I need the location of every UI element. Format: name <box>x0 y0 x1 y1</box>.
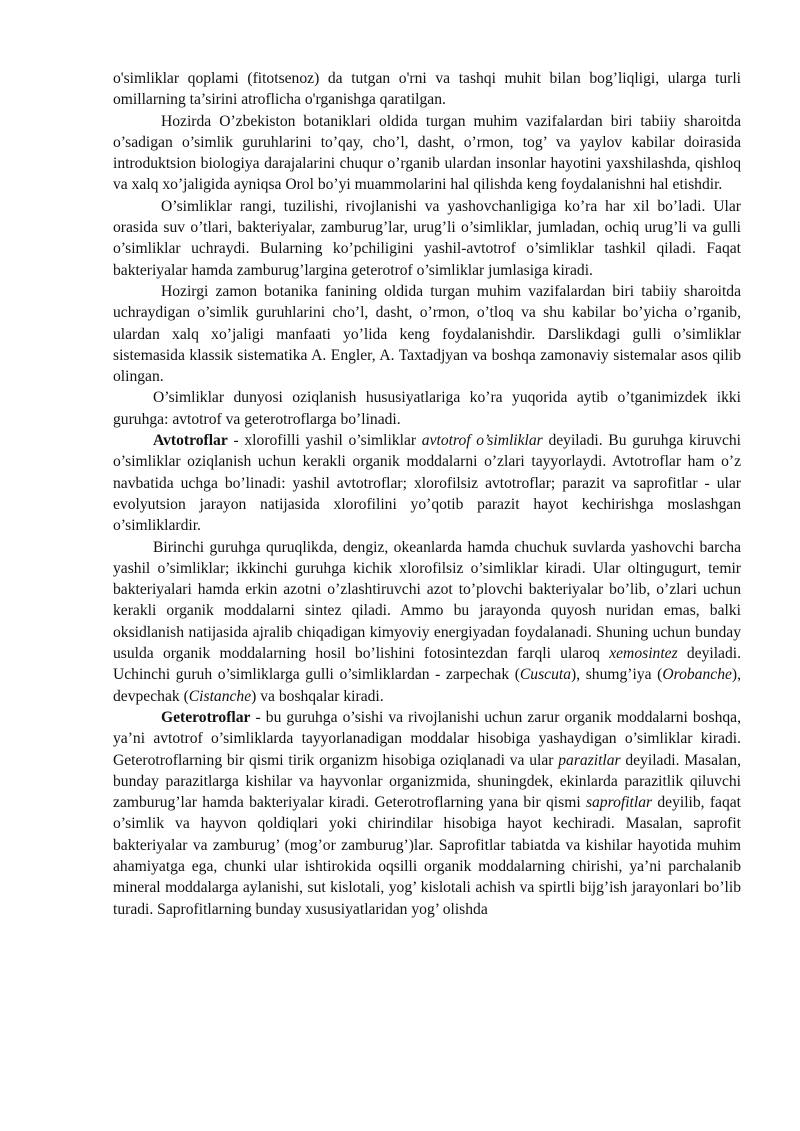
paragraph-botanists-tasks <box>113 111 741 196</box>
document-page <box>113 68 741 920</box>
paragraph-fitotsenoz <box>113 68 741 111</box>
term-autotroph-plants: avtotrof o’simliklar <box>421 432 543 450</box>
paragraph-text: ), shumg’iya ( <box>571 666 663 684</box>
paragraph-text: deyilib, faqat o’simlik va hayvon qoldiqlari yoki chirindilar hisobiga hayot kechiradi. Masalan, saprofit bakteriyalar va zamburug’ (mog’or zamburug’)lar. Saprofitlar tabiatda va kishilar hayotida muhim ahamiyatga ega, chunki ular ishtirokida oqsilli organik moddalarning chirishi, ya’ni parchalanib mineral moddalarga aylanishi, sut kislotali, yog’ kislotali achish va spirtli bijg’ish jarayonlari bo’lib turadi. Saprofitlarning bunday xususiyatlaridan yog’ olishda <box>113 794 741 918</box>
term-cuscuta: Cuscuta <box>519 666 572 684</box>
paragraph-autotroph-groups <box>113 537 741 707</box>
paragraph-nutrition-groups <box>113 387 741 430</box>
paragraph-text: o'simliklar qoplami (fitotsenoz) da tutgan o'rni va tashqi muhit bilan bog’liqligi, ularga turli omillarning ta’sirini atroflicha o'rganishga qaratilgan. <box>113 70 741 109</box>
paragraph-text: deyiladi. Uchinchi guruh o’simliklarga gulli o’simliklardan - zarpechak ( <box>113 645 741 684</box>
paragraph-text: - bu guruhga o’sishi va rivojlanishi uchun zarur organik moddalarni boshqa, ya’ni avtotrof o’simliklarda tayyorlanadigan moddalar hisobiga yashaydigan o’simliklar kiradi. Geterotroflarning bir qismi tirik organizm hisobiga oziqlanadi va ular <box>113 708 741 769</box>
paragraph-text: Hozirda O’zbekiston botaniklari oldida turgan muhim vazifalardan biri tabiiy sharoitda o’sadigan o’simlik guruhlarini to’qay, cho’l, dasht, o’rmon, tog’ va yaylov kabilar doirasida introduktsion biologiya darajalarini chuqur o’rganib ulardan insonlar hayotini yaxshilashda, qishloq va xalq xo’jaligida ayniqsa Orol bo’yi muammolarini hal qilishda keng foydalanishni hal etishdir. <box>113 112 741 194</box>
paragraph-text: Birinchi guruhga quruqlikda, dengiz, okeanlarda hamda chuchuk suvlarda yashovchi barcha yashil o’simliklar; ikkinchi guruhga kichik xlorofilsiz o’simliklar kiradi. Ular oltingugurt, temir bakteriyalari hamda erkin azotni o’zlashtiruvchi azot to’plovchi bakteriyalar bo’lib, o’zlari uchun kerakli organik moddalarni sintez qiladi. Ammo bu jarayonda quyosh nuridan emas, balki oksidlanish natijasida ajralib chiqadigan kimyoviy energiyadan foydalanadi. Shuning uchun bunday usulda organik moddalarning hosil bo’lishini fotosintezdan farqli ularoq <box>113 538 741 663</box>
paragraph-plant-diversity <box>113 196 741 281</box>
paragraph-autotrophs <box>113 430 741 536</box>
term-heterotrophs: Geterotroflar <box>161 708 251 726</box>
paragraph-modern-botany <box>113 281 741 387</box>
term-chemosynthesis: xemosintez <box>609 645 678 663</box>
term-parasites: parazitlar <box>558 751 621 769</box>
paragraph-text: O’simliklar dunyosi oziqlanish hususiyatlariga ko’ra yuqorida aytib o’tganimizdek ikki guruhga: avtotrof va geterotroflarga bo’linadi. <box>113 389 741 428</box>
paragraph-text: ), devpechak ( <box>113 666 741 705</box>
paragraph-text: deyiladi. Bu guruhga kiruvchi o’simliklar oziqlanish uchun kerakli organik moddalarni o’zlari tayyorlaydi. Avtotroflar ham o’z navbatida uchga bo’linadi: yashil avtotroflar; xlorofilsiz avtotroflar; parazit va saprofitlar - ular evolyutsion jarayon natijasida xlorofilini yo’qotib parazit hayot kechirishga moslashgan o’simliklardir. <box>113 432 741 535</box>
paragraph-heterotrophs <box>113 707 741 920</box>
paragraph-text: O’simliklar rangi, tuzilishi, rivojlanishi va yashovchanligiga ko’ra har xil bo’ladi. Ular orasida suv o’tlari, bakteriyalar, zamburug’lar, urug’li o’simliklar, jumladan, ochiq urug’li va gulli o’simliklar uchraydi. Bularning ko’pchiligini yashil-avtotrof o’simliklar tashkil qiladi. Faqat bakteriyalar hamda zamburug’largina geterotrof o’simliklar jumlasiga kiradi. <box>113 197 741 279</box>
paragraph-text: - xlorofilli yashil o’simliklar <box>227 432 422 450</box>
term-autotrophs: Avtotroflar <box>153 432 228 450</box>
term-saprophytes: saprofitlar <box>585 794 653 812</box>
term-orobanche: Orobanche <box>662 666 732 684</box>
paragraph-text: Hozirgi zamon botanika fanining oldida turgan muhim vazifalardan biri tabiiy sharoitda uchraydigan o’simlik guruhlarini cho’l, dasht, o’rmon, o’tloq va shu kabilar bo’yicha o’rganib, ulardan xalq xo’jaligi manfaati yo’lida keng foydalanishdir. Darslikdagi gulli o’simliklar sistemasida klassik sistematika A. Engler, A. Taxtadjyan va boshqa zamonaviy sistemalar asos qilib olingan. <box>113 282 741 386</box>
term-cistanche: Cistanche <box>188 687 252 705</box>
paragraph-text: ) va boshqalar kiradi. <box>251 687 384 705</box>
paragraph-text: deyiladi. Masalan, bunday parazitlarga kishilar va hayvonlar organizmida, shuningdek, ekinlarda parazitlik qiluvchi zamburug’lar hamda bakteriyalar kiradi. Geterotroflarning yana bir qismi <box>113 751 741 812</box>
